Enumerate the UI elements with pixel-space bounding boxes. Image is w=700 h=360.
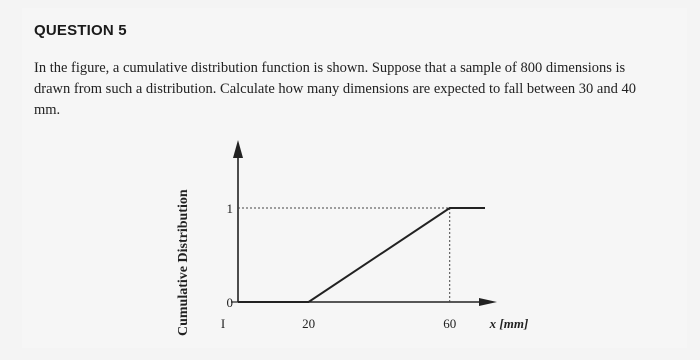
guide-lines bbox=[238, 208, 450, 302]
cdf-line bbox=[238, 208, 485, 302]
x-tick-label-60: 60 bbox=[443, 316, 457, 331]
x-axis-label: x [mm] bbox=[489, 316, 529, 331]
x-axis-arrow bbox=[479, 298, 497, 306]
question-text: In the figure, a cumulative distribution function is shown. Suppose that a sample of 800 dimensions is drawn from such a distribution. Calculate how many dimensions are expected to fall between 30 and 40 mm. bbox=[34, 60, 636, 118]
question-title: QUESTION 5 bbox=[34, 22, 127, 39]
cdf-chart bbox=[165, 130, 545, 350]
cdf-figure bbox=[165, 130, 545, 350]
y-axis-label: Cumulative Distribution bbox=[176, 189, 191, 336]
y-tick-label-0: 0 bbox=[226, 295, 233, 310]
y-tick-label-1: 1 bbox=[226, 201, 233, 216]
text-cursor-icon: I bbox=[220, 316, 226, 331]
x-tick-label-20: 20 bbox=[302, 316, 316, 331]
cdf-series bbox=[238, 208, 485, 302]
y-axis-arrow bbox=[233, 140, 243, 158]
